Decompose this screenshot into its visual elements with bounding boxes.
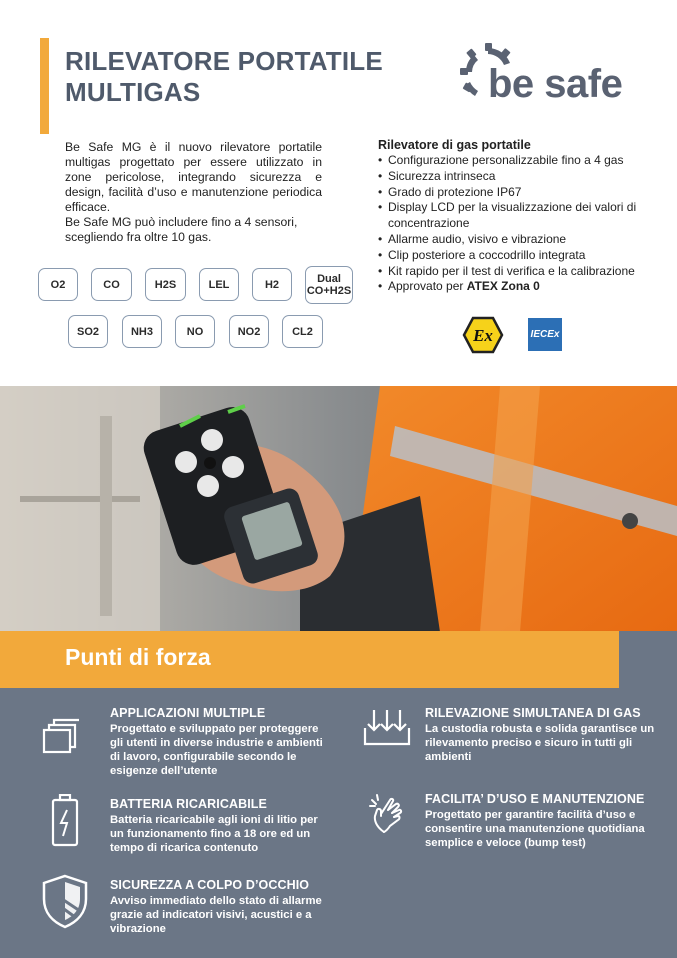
gas-detector-photo <box>0 386 677 632</box>
feature-item: • Clip posteriore a coccodrillo integrata <box>378 248 668 264</box>
features-heading: Rilevatore di gas portatile <box>378 138 531 152</box>
strength-title: FACILITA’ D’USO E MANUTENZIONE <box>425 792 645 806</box>
intro-paragraph-2: Be Safe MG può includere fino a 4 sensori, scegliendo fra oltre 10 gas. <box>65 215 298 244</box>
gas-chip-co: CO <box>91 268 132 301</box>
strength-title: BATTERIA RICARICABILE <box>110 797 267 811</box>
download-arrows-icon <box>362 706 412 748</box>
gas-chip-cl2: CL2 <box>282 315 323 348</box>
atex-ex-icon <box>462 316 504 354</box>
gas-chip-dual <box>305 266 353 304</box>
title-line-2: MULTIGAS <box>65 77 201 107</box>
iecex-logo: IECEx <box>528 318 562 351</box>
feature-item: • Configurazione personalizzabile fino a 4 gas <box>378 153 668 169</box>
feature-item: • Sicurezza intrinseca <box>378 169 668 185</box>
gas-chip-no2: NO2 <box>229 315 269 348</box>
strength-block-applications <box>110 706 332 778</box>
shield-icon <box>40 873 90 929</box>
gas-chip-h2: H2 <box>252 268 292 301</box>
dual-label: Dual <box>317 273 341 285</box>
feature-item: • Grado di protezione IP67 <box>378 185 668 201</box>
hand-touch-icon <box>368 792 408 836</box>
be-safe-logo <box>458 42 658 108</box>
intro-paragraph-1: Be Safe MG è il nuovo rilevatore portatile multigas progettato per essere utilizzato in zone pericolose, integrando sicurezza e design, facilità d’uso e manutenzione periodica efficace. <box>65 140 322 214</box>
intro-text <box>65 140 322 245</box>
strength-text: Batteria ricaricabile agli ioni di litio per un funzionamento fino a 18 ore ed un tempo di ricarica contenuto <box>110 814 318 854</box>
feature-item: • Display LCD per la visualizzazione dei valori di concentrazione <box>378 200 658 232</box>
strength-title: RILEVAZIONE SIMULTANEA DI GAS <box>425 706 641 720</box>
strength-text: Avviso immediato dello stato di allarme grazie ad indicatori visivi, acustici e a vibrazione <box>110 895 322 935</box>
features-list <box>378 138 668 295</box>
strength-block-simultaneous <box>425 706 665 764</box>
feature-item-atex: • Approvato per ATEX Zona 0 <box>378 279 668 295</box>
dual-gases: CO+H2S <box>306 285 352 297</box>
gas-chip-lel: LEL <box>199 268 239 301</box>
gas-chip-so2: SO2 <box>68 315 108 348</box>
strength-block-safety <box>110 878 332 936</box>
logo-text: be safe <box>488 62 623 106</box>
strength-text: Progettato e sviluppato per proteggere gli utenti in diverse industrie e ambienti di lavoro, configurabile secondo le esigenze dell’utente <box>110 723 323 777</box>
strength-text: Progettato per garantire facilità d’uso e consentire una manutenzione quotidiana semplice e veloce (bump test) <box>425 809 645 849</box>
layers-icon <box>40 716 80 756</box>
page-title <box>65 46 383 108</box>
svg-text:Ex: Ex <box>473 326 493 345</box>
feature-item: • Allarme audio, visivo e vibrazione <box>378 232 668 248</box>
gas-chip-nh3: NH3 <box>122 315 162 348</box>
strength-block-battery <box>110 797 332 855</box>
battery-icon <box>50 794 80 848</box>
strength-title: SICUREZZA A COLPO D’OCCHIO <box>110 878 310 892</box>
title-line-1: RILEVATORE PORTATILE <box>65 46 383 76</box>
strength-block-ease-of-use <box>425 792 665 850</box>
feature-item: • Kit rapido per il test di verifica e la calibrazione <box>378 264 668 280</box>
strength-text: La custodia robusta e solida garantisce un rilevamento preciso e sicuro in tutti gli ambienti <box>425 723 655 763</box>
strength-title: APPLICAZIONI MULTIPLE <box>110 706 266 720</box>
gas-chip-h2s: H2S <box>145 268 186 301</box>
gas-chip-no: NO <box>175 315 215 348</box>
gas-chip-o2: O2 <box>38 268 78 301</box>
panel-corner <box>619 631 677 688</box>
accent-bar <box>40 38 49 134</box>
strengths-title: Punti di forza <box>65 644 211 670</box>
hero-photo <box>0 386 677 632</box>
